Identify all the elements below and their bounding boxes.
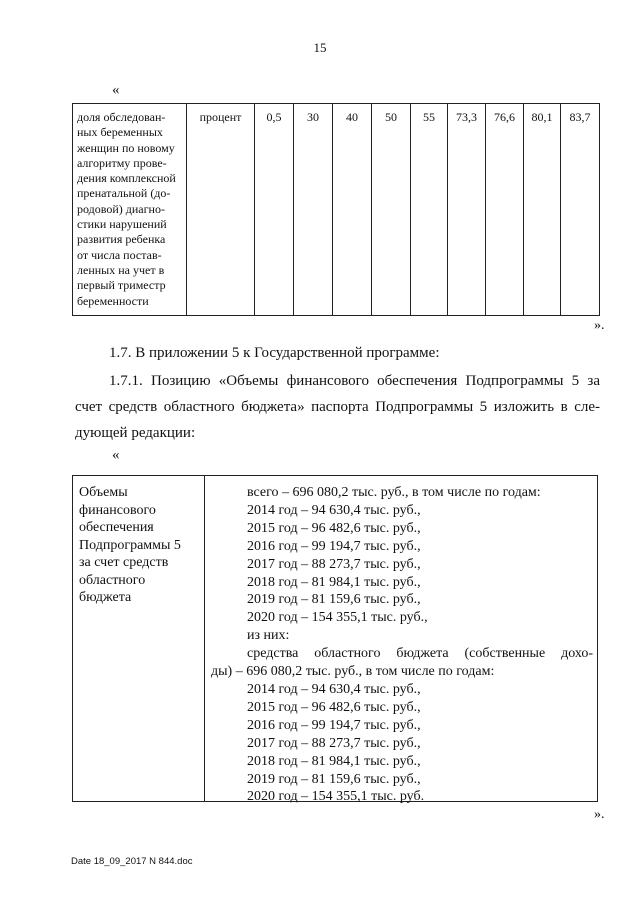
total-line: всего – 696 080,2 тыс. руб., в том числе по годам: — [247, 485, 541, 500]
column-divider — [204, 476, 205, 801]
year-line: 2018 год – 81 984,1 тыс. руб., — [247, 574, 421, 590]
label-line: финансового — [79, 502, 156, 518]
value-cell: 40 — [333, 104, 372, 316]
paragraph-line: счет средств областного бюджета» паспорта Подпрограммы 5 изложить в сле- — [75, 399, 600, 415]
indicator-line: ленных на учет в — [77, 262, 165, 277]
indicator-line: родовой) диагно- — [77, 201, 165, 216]
indicator-line: беременности — [77, 293, 149, 308]
table-row — [73, 104, 600, 316]
indicator-line: стики нарушений — [77, 217, 167, 232]
value-cell: 50 — [372, 104, 411, 316]
year-line: 2018 год – 81 984,1 тыс. руб., — [247, 753, 421, 769]
indicator-name-cell — [73, 104, 187, 316]
value-cell: 73,3 — [448, 104, 486, 316]
paragraph-1-7: 1.7. В приложении 5 к Государственной программе: — [109, 345, 440, 361]
indicator-line: развития ребенка — [77, 232, 166, 247]
indicator-line: пренатальной (до- — [77, 186, 171, 201]
indicator-line: ных беременных — [77, 125, 163, 140]
value-cell: 0,5 — [255, 104, 294, 316]
label-line: бюджета — [79, 590, 132, 605]
value-cell: 83,7 — [561, 104, 600, 316]
paragraph-1-7-1 — [75, 368, 600, 446]
unit-cell: процент — [187, 104, 255, 316]
label-line: областного — [79, 572, 146, 588]
label-line: за счет средств — [79, 555, 169, 570]
year-line: 2014 год – 94 630,4 тыс. руб., — [247, 502, 421, 518]
indicator-table — [72, 103, 600, 316]
year-line: 2015 год – 96 482,6 тыс. руб., — [247, 520, 421, 536]
closing-quote: ». — [594, 807, 605, 822]
label-line: Объемы — [79, 485, 128, 500]
year-line: 2020 год – 154 355,1 тыс. руб., — [247, 610, 428, 626]
indicator-line: алгоритму прове- — [77, 155, 167, 170]
funding-table — [72, 475, 598, 805]
label-line: Подпрограммы 5 — [79, 537, 181, 553]
value-cell: 30 — [294, 104, 333, 316]
year-line: 2017 год – 88 273,7 тыс. руб., — [247, 556, 421, 572]
year-line: 2014 год – 94 630,4 тыс. руб., — [247, 681, 421, 697]
value-cell: 80,1 — [524, 104, 561, 316]
value-cell: 76,6 — [486, 104, 524, 316]
indicator-line: доля обследован- — [77, 110, 166, 124]
year-line: 2015 год – 96 482,6 тыс. руб., — [247, 699, 421, 715]
opening-quote: « — [112, 447, 120, 463]
regional-budget-line: ды) – 696 080,2 тыс. руб., в том числе по годам: — [211, 664, 495, 680]
paragraph-line: 1.7.1. Позицию «Объемы финансового обеспечения Подпрограммы 5 за — [109, 373, 600, 389]
document-footer: Date 18_09_2017 N 844.doc — [71, 856, 193, 867]
indicator-line: женщин по новому — [77, 140, 175, 155]
indicator-line: первый триместр — [77, 278, 166, 293]
regional-budget-line: средства областного бюджета (собственные дохо- — [247, 646, 593, 662]
closing-quote: ». — [594, 318, 605, 333]
of-them-line: из них: — [247, 628, 290, 644]
year-line: 2020 год – 154 355,1 тыс. руб. — [247, 789, 425, 805]
value-cell: 55 — [411, 104, 448, 316]
indicator-line: дения комплексной — [77, 171, 176, 186]
funding-label-cell — [79, 484, 201, 607]
label-line: обеспечения — [79, 520, 154, 535]
indicator-line: от числа постав- — [77, 247, 162, 262]
year-line: 2016 год – 99 194,7 тыс. руб., — [247, 538, 421, 554]
paragraph-line: дующей редакции: — [75, 425, 196, 441]
year-line: 2016 год – 99 194,7 тыс. руб., — [247, 717, 421, 733]
year-line: 2019 год – 81 159,6 тыс. руб., — [247, 592, 421, 608]
year-line: 2017 год – 88 273,7 тыс. руб., — [247, 735, 421, 751]
year-line: 2019 год – 81 159,6 тыс. руб., — [247, 771, 421, 787]
funding-values-cell — [211, 484, 593, 806]
opening-quote: « — [112, 82, 120, 98]
page-number: 15 — [313, 40, 327, 55]
